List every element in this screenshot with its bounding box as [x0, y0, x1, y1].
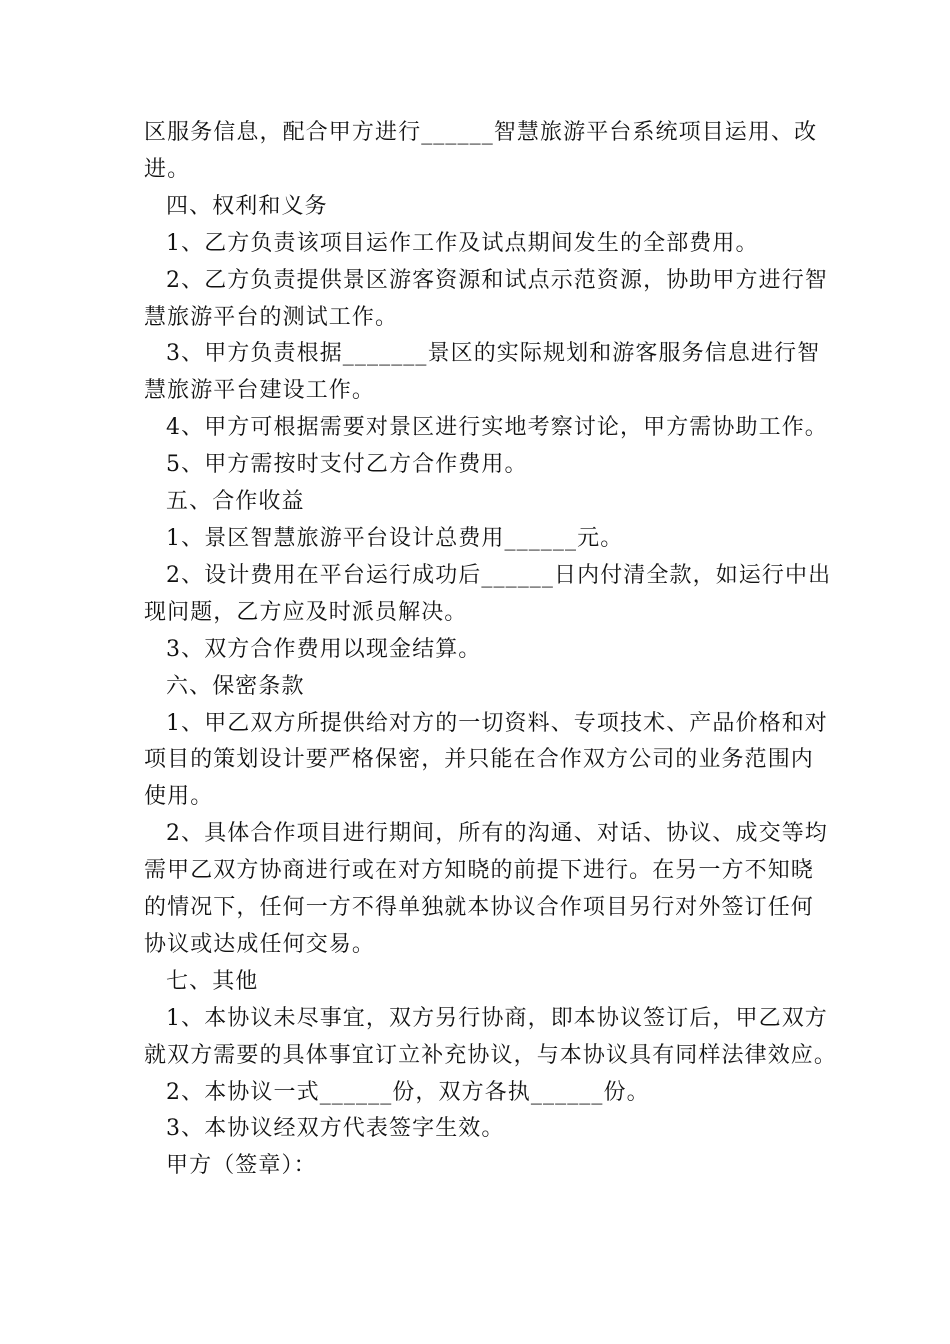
clause-line: 4、甲方可根据需要对景区进行实地考察讨论，甲方需协助工作。 [166, 415, 828, 441]
document-body [144, 115, 838, 1185]
section-heading-revenue: 五、合作收益 [166, 489, 305, 515]
clause-line: 2、本协议一式______份，双方各执______份。 [166, 1079, 650, 1105]
paragraph-line: 的情况下，任何一方不得单独就本协议合作项目另行对外签订任何 [144, 895, 814, 921]
paragraph-line: 项目的策划设计要严格保密，并只能在合作双方公司的业务范围内 [144, 747, 814, 773]
paragraph-line: 协议或达成任何交易。 [144, 931, 376, 957]
section-heading-other: 七、其他 [166, 968, 259, 994]
section-heading-rights: 四、权利和义务 [166, 193, 328, 219]
clause-line: 2、设计费用在平台运行成功后______日内付清全款，如运行中出 [166, 562, 832, 588]
clause-line: 1、景区智慧旅游平台设计总费用______元。 [166, 525, 624, 551]
paragraph-line: 进。 [144, 156, 191, 182]
clause-line: 2、具体合作项目进行期间，所有的沟通、对话、协议、成交等均 [166, 821, 828, 847]
clause-line: 3、甲方负责根据_______景区的实际规划和游客服务信息进行智 [166, 341, 821, 367]
paragraph-line: 就双方需要的具体事宜订立补充协议，与本协议具有同样法律效应。 [144, 1042, 838, 1068]
paragraph-line: 慧旅游平台的测试工作。 [144, 304, 399, 330]
paragraph-line: 使用。 [144, 784, 214, 810]
paragraph-line: 慧旅游平台建设工作。 [144, 378, 376, 404]
clause-line: 2、乙方负责提供景区游客资源和试点示范资源，协助甲方进行智 [166, 267, 828, 293]
paragraph-line: 需甲乙双方协商进行或在对方知晓的前提下进行。在另一方不知晓 [144, 858, 814, 884]
clause-line: 1、乙方负责该项目运作工作及试点期间发生的全部费用。 [166, 230, 759, 256]
section-heading-confidentiality: 六、保密条款 [166, 673, 305, 699]
clause-line: 3、双方合作费用以现金结算。 [166, 636, 482, 662]
clause-line: 5、甲方需按时支付乙方合作费用。 [166, 452, 528, 478]
clause-line: 1、本协议未尽事宜，双方另行协商，即本协议签订后，甲乙双方 [166, 1005, 828, 1031]
paragraph-line: 区服务信息，配合甲方进行______智慧旅游平台系统项目运用、改 [144, 120, 818, 145]
signature-party-a-label: 甲方（签章）： [166, 1153, 317, 1179]
paragraph-line: 现问题，乙方应及时派员解决。 [144, 599, 468, 625]
clause-line: 1、甲乙双方所提供给对方的一切资料、专项技术、产品价格和对 [166, 710, 828, 736]
clause-line: 3、本协议经双方代表签字生效。 [166, 1116, 505, 1142]
